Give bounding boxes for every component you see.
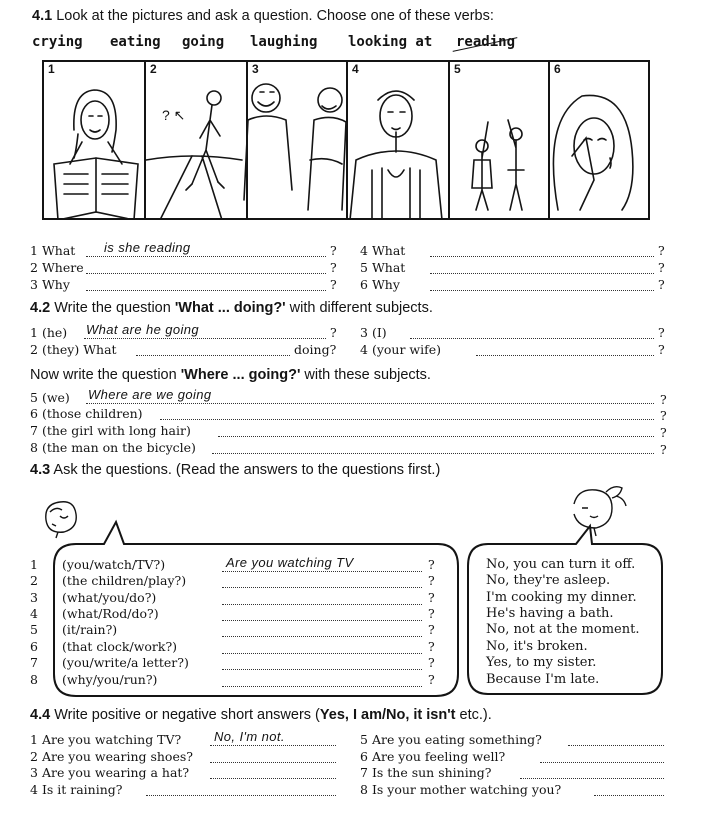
answer-text-he: What are he going — [86, 322, 200, 337]
answer-field-1[interactable] — [86, 256, 326, 257]
answer-field-4[interactable] — [430, 256, 654, 257]
question-mark: ? — [658, 342, 665, 357]
verb-laughing: laughing — [250, 34, 318, 50]
question-mark: ? — [660, 425, 667, 440]
verb-crying: crying — [32, 34, 83, 50]
answer-field-2[interactable] — [86, 273, 326, 274]
question-field-6[interactable] — [222, 653, 422, 654]
short-answer-field-8[interactable] — [594, 795, 664, 796]
verb-going: going — [182, 34, 225, 50]
picture-number-5: 5 — [454, 62, 461, 76]
question-line-1: 1 What — [30, 243, 76, 258]
question-mark: ? — [428, 557, 435, 572]
question-mark: ? — [330, 277, 337, 292]
reply-6: No, it's broken. — [486, 639, 588, 654]
question-mark: ? — [658, 325, 665, 340]
answer-field-they[interactable] — [136, 355, 290, 356]
question-mark: ? — [428, 639, 435, 654]
question-field-1[interactable] — [222, 571, 422, 572]
answer-text-we: Where are we going — [88, 387, 212, 402]
reply-7: Yes, to my sister. — [486, 655, 597, 670]
answer-field-man[interactable] — [212, 453, 654, 454]
picture-illustrations — [42, 60, 650, 220]
short-answer-question-3: 3 Are you wearing a hat? — [30, 765, 190, 780]
woman-crying-illustration — [553, 95, 632, 210]
short-answer-question-8: 8 Is your mother watching you? — [360, 782, 562, 797]
question-number-6: 6 — [30, 639, 38, 654]
picture-number-6: 6 — [554, 62, 561, 76]
question-mark: ? — [428, 655, 435, 670]
short-answer-question-5: 5 Are you eating something? — [360, 732, 542, 747]
short-answer-field-3[interactable] — [210, 778, 336, 779]
question-mark: ? — [428, 672, 435, 687]
question-number-5: 5 — [30, 622, 38, 637]
question-number-1: 1 — [30, 557, 38, 572]
question-number-8: 8 — [30, 672, 38, 687]
verb-looking-at: looking at — [348, 34, 433, 50]
question-field-8[interactable] — [222, 686, 422, 687]
boy-character-icon — [46, 502, 76, 538]
question-cue-2: (the children/play?) — [62, 573, 187, 588]
short-answer-text-1: No, I'm not. — [214, 729, 285, 744]
picture-number-4: 4 — [352, 62, 359, 76]
exercise-4-2-heading: 4.2 Write the question 'What ... doing?' with different subjects. — [30, 300, 433, 316]
subject-line-5: 5 (we) — [30, 390, 70, 405]
man-walking-illustration — [146, 91, 242, 220]
people-looking-illustration — [472, 120, 524, 210]
man-eating-illustration — [350, 91, 442, 220]
answer-field-6[interactable] — [430, 290, 654, 291]
question-mark: ? — [428, 622, 435, 637]
question-line-6: 6 Why — [360, 277, 400, 292]
question-cue-8: (why/you/run?) — [62, 672, 158, 687]
answer-field-3[interactable] — [86, 290, 326, 291]
exercise-4-3-heading: 4.3 Ask the questions. (Read the answers to the questions first.) — [30, 462, 441, 478]
question-number-7: 7 — [30, 655, 38, 670]
question-line-3: 3 Why — [30, 277, 70, 292]
short-answer-field-1[interactable] — [210, 745, 336, 746]
girl-character-icon — [574, 487, 626, 536]
short-answer-question-1: 1 Are you watching TV? — [30, 732, 182, 747]
exercise-4-2-subheading: Now write the question 'Where ... going?' with these subjects. — [30, 367, 431, 383]
answer-text-1: is she reading — [104, 240, 191, 255]
question-mark: ? — [428, 573, 435, 588]
question-mark: ? — [428, 606, 435, 621]
picture-number-2: 2 — [150, 62, 157, 76]
question-number-3: 3 — [30, 590, 38, 605]
short-answer-question-6: 6 Are you feeling well? — [360, 749, 506, 764]
men-laughing-illustration — [244, 84, 346, 210]
picture-number-3: 3 — [252, 62, 259, 76]
question-mark: ? — [330, 325, 337, 340]
short-answer-field-5[interactable] — [568, 745, 664, 746]
question-cue-7: (you/write/a letter?) — [62, 655, 189, 670]
question-cue-3: (what/you/do?) — [62, 590, 157, 605]
reply-3: I'm cooking my dinner. — [486, 590, 637, 605]
picture-number-1: 1 — [48, 62, 55, 76]
short-answer-field-6[interactable] — [540, 762, 664, 763]
question-mark: ? — [330, 243, 337, 258]
short-answer-field-2[interactable] — [210, 762, 336, 763]
answer-field-children[interactable] — [160, 419, 654, 420]
question-mark: ? — [330, 260, 337, 275]
subject-line-4: 4 (your wife) — [360, 342, 441, 357]
answer-field-i[interactable] — [410, 338, 654, 339]
short-answer-field-7[interactable] — [520, 778, 664, 779]
question-mark: ? — [428, 590, 435, 605]
answer-field-girl[interactable] — [218, 436, 654, 437]
question-number-4: 4 — [30, 606, 38, 621]
exercise-4-1-heading: 4.1 Look at the pictures and ask a question. Choose one of these verbs: — [32, 8, 494, 24]
question-field-5[interactable] — [222, 636, 422, 637]
verb-reading: reading — [456, 34, 516, 50]
question-field-3[interactable] — [222, 604, 422, 605]
answer-field-we[interactable] — [86, 403, 654, 404]
short-answer-question-4: 4 Is it raining? — [30, 782, 123, 797]
question-field-2[interactable] — [222, 587, 422, 588]
question-line-5: 5 What — [360, 260, 406, 275]
subject-line-1: 1 (he) — [30, 325, 68, 340]
answer-field-5[interactable] — [430, 273, 654, 274]
question-cue-1: (you/watch/TV?) — [62, 557, 166, 572]
question-field-4[interactable] — [222, 620, 422, 621]
reply-1: No, you can turn it off. — [486, 557, 636, 572]
question-cue-6: (that clock/work?) — [62, 639, 178, 654]
question-line-2: 2 Where — [30, 260, 84, 275]
question-cue-4: (what/Rod/do?) — [62, 606, 159, 621]
answer-field-he[interactable] — [84, 338, 326, 339]
subject-line-7: 7 (the girl with long hair) — [30, 423, 191, 438]
reply-5: No, not at the moment. — [486, 622, 640, 637]
question-number-2: 2 — [30, 573, 38, 588]
reply-4: He's having a bath. — [486, 606, 614, 621]
subject-line-8: 8 (the man on the bicycle) — [30, 440, 196, 455]
woman-reading-illustration — [54, 90, 138, 220]
question-answer-1: Are you watching TV — [226, 555, 354, 570]
question-cue-5: (it/rain?) — [62, 622, 118, 637]
short-answer-question-7: 7 Is the sun shining? — [360, 765, 492, 780]
question-mark: ? — [658, 260, 665, 275]
reply-8: Because I'm late. — [486, 672, 600, 687]
question-mark: ? — [660, 408, 667, 423]
subject-line-2: 2 (they) What — [30, 342, 117, 357]
reply-2: No, they're asleep. — [486, 573, 611, 588]
verb-eating: eating — [110, 34, 161, 50]
subject-line-3: 3 (I) — [360, 325, 387, 340]
question-field-7[interactable] — [222, 669, 422, 670]
svg-text:? ↖: ? ↖ — [162, 107, 186, 123]
subject-line-6: 6 (those children) — [30, 406, 143, 421]
question-mark: ? — [658, 243, 665, 258]
question-mark: ? — [660, 392, 667, 407]
exercise-4-4-heading: 4.4 Write positive or negative short answers (Yes, I am/No, it isn't etc.). — [30, 707, 492, 723]
question-mark: ? — [660, 442, 667, 457]
answer-field-wife[interactable] — [476, 355, 654, 356]
doing-suffix: doing? — [294, 342, 337, 357]
question-line-4: 4 What — [360, 243, 406, 258]
short-answer-question-2: 2 Are you wearing shoes? — [30, 749, 193, 764]
short-answer-field-4[interactable] — [146, 795, 336, 796]
question-mark: ? — [658, 277, 665, 292]
